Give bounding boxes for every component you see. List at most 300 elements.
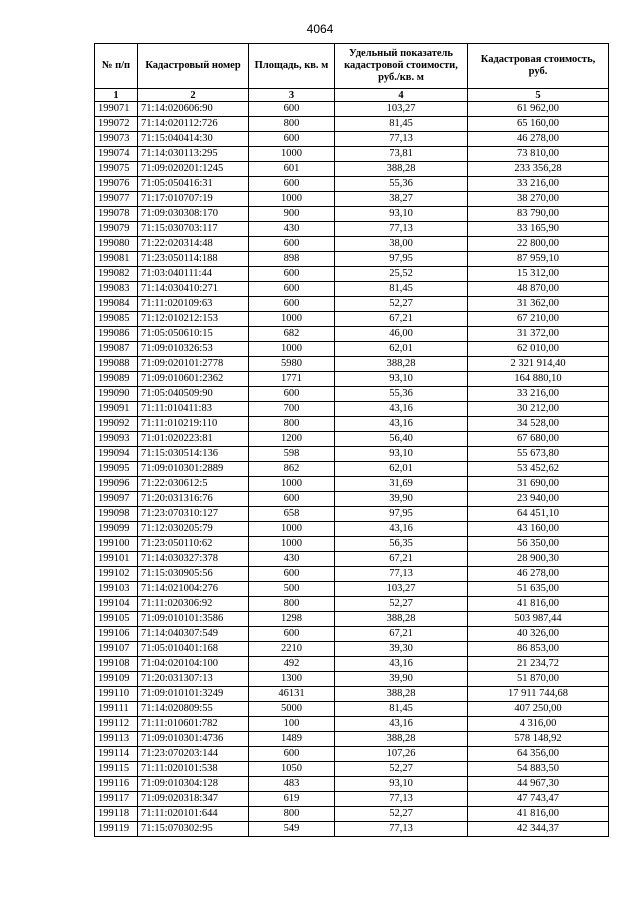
cadastral-number-cell: 71:09:010101:3249 — [138, 687, 249, 702]
unit-rate-cell: 62,01 — [335, 342, 468, 357]
row-index-cell: 199112 — [95, 717, 138, 732]
cadastral-number-cell: 71:04:020104:100 — [138, 657, 249, 672]
table-row — [95, 777, 609, 792]
cadastral-cost-cell: 62 010,00 — [468, 342, 609, 357]
area-cell: 600 — [249, 177, 335, 192]
table-row — [95, 552, 609, 567]
cadastral-cost-cell: 233 356,28 — [468, 162, 609, 177]
cadastral-number-cell: 71:22:020314:48 — [138, 237, 249, 252]
row-index-cell: 199085 — [95, 312, 138, 327]
cadastral-cost-cell: 73 810,00 — [468, 147, 609, 162]
table-row — [95, 792, 609, 807]
table-row — [95, 537, 609, 552]
row-index-cell: 199093 — [95, 432, 138, 447]
row-index-cell: 199117 — [95, 792, 138, 807]
area-cell: 5980 — [249, 357, 335, 372]
table-row — [95, 102, 609, 117]
area-cell: 600 — [249, 132, 335, 147]
cadastral-number-cell: 71:05:040509:90 — [138, 387, 249, 402]
area-cell: 898 — [249, 252, 335, 267]
table-row — [95, 642, 609, 657]
cadastral-cost-cell: 28 900,30 — [468, 552, 609, 567]
row-index-cell: 199090 — [95, 387, 138, 402]
row-index-cell: 199075 — [95, 162, 138, 177]
table-row — [95, 387, 609, 402]
unit-rate-cell: 43,16 — [335, 522, 468, 537]
table-row — [95, 252, 609, 267]
cadastral-cost-cell: 44 967,30 — [468, 777, 609, 792]
row-index-cell: 199114 — [95, 747, 138, 762]
table-row — [95, 507, 609, 522]
cadastral-number-cell: 71:09:010301:2889 — [138, 462, 249, 477]
cadastral-number-cell: 71:09:020101:2778 — [138, 357, 249, 372]
table-row — [95, 207, 609, 222]
cadastral-cost-cell: 65 160,00 — [468, 117, 609, 132]
table-row — [95, 747, 609, 762]
cadastral-cost-cell: 86 853,00 — [468, 642, 609, 657]
cadastral-number-cell: 71:14:020809:55 — [138, 702, 249, 717]
area-cell: 549 — [249, 822, 335, 837]
unit-rate-cell: 38,27 — [335, 192, 468, 207]
row-index-cell: 199087 — [95, 342, 138, 357]
cadastral-cost-cell: 33 216,00 — [468, 177, 609, 192]
cadastral-number-cell: 71:15:040414:30 — [138, 132, 249, 147]
row-index-cell: 199098 — [95, 507, 138, 522]
table-row — [95, 492, 609, 507]
cadastral-number-cell: 71:15:030703:117 — [138, 222, 249, 237]
cadastral-number-cell: 71:15:030514:136 — [138, 447, 249, 462]
cadastral-cost-cell: 46 278,00 — [468, 132, 609, 147]
unit-rate-cell: 81,45 — [335, 117, 468, 132]
cadastral-number-cell: 71:12:010212:153 — [138, 312, 249, 327]
unit-rate-cell: 38,00 — [335, 237, 468, 252]
area-cell: 1000 — [249, 342, 335, 357]
area-cell: 800 — [249, 597, 335, 612]
area-cell: 600 — [249, 237, 335, 252]
table-row — [95, 687, 609, 702]
cadastral-number-cell: 71:05:010401:168 — [138, 642, 249, 657]
area-cell: 1489 — [249, 732, 335, 747]
area-cell: 600 — [249, 567, 335, 582]
row-index-cell: 199088 — [95, 357, 138, 372]
table-row — [95, 117, 609, 132]
cadastral-number-cell: 71:01:020223:81 — [138, 432, 249, 447]
table-row — [95, 627, 609, 642]
row-index-cell: 199118 — [95, 807, 138, 822]
table-header-row — [95, 44, 609, 89]
area-cell: 862 — [249, 462, 335, 477]
unit-rate-cell: 55,36 — [335, 177, 468, 192]
unit-rate-cell: 55,36 — [335, 387, 468, 402]
unit-rate-cell: 388,28 — [335, 687, 468, 702]
cadastral-number-cell: 71:11:020109:63 — [138, 297, 249, 312]
area-cell: 598 — [249, 447, 335, 462]
row-index-cell: 199094 — [95, 447, 138, 462]
cadastral-cost-cell: 48 870,00 — [468, 282, 609, 297]
unit-rate-cell: 39,30 — [335, 642, 468, 657]
unit-rate-cell: 52,27 — [335, 597, 468, 612]
cadastral-cost-cell: 33 216,00 — [468, 387, 609, 402]
unit-rate-cell: 39,90 — [335, 672, 468, 687]
table-row — [95, 372, 609, 387]
cadastral-cost-cell: 15 312,00 — [468, 267, 609, 282]
cadastral-cost-cell: 46 278,00 — [468, 567, 609, 582]
table-row — [95, 132, 609, 147]
cadastral-cost-cell: 61 962,00 — [468, 102, 609, 117]
row-index-cell: 199092 — [95, 417, 138, 432]
row-index-cell: 199073 — [95, 132, 138, 147]
unit-rate-cell: 25,52 — [335, 267, 468, 282]
row-index-cell: 199116 — [95, 777, 138, 792]
area-cell: 600 — [249, 282, 335, 297]
area-cell: 500 — [249, 582, 335, 597]
area-cell: 800 — [249, 417, 335, 432]
cadastral-cost-cell: 64 356,00 — [468, 747, 609, 762]
page-number: 4064 — [306, 22, 334, 36]
unit-rate-cell: 52,27 — [335, 297, 468, 312]
unit-rate-cell: 43,16 — [335, 717, 468, 732]
table-row — [95, 477, 609, 492]
row-index-cell: 199091 — [95, 402, 138, 417]
cadastral-cost-cell: 40 326,00 — [468, 627, 609, 642]
area-cell: 658 — [249, 507, 335, 522]
area-cell: 601 — [249, 162, 335, 177]
cadastral-number-cell: 71:17:010707:19 — [138, 192, 249, 207]
row-index-cell: 199076 — [95, 177, 138, 192]
cadastral-number-cell: 71:12:030205:79 — [138, 522, 249, 537]
table-row — [95, 237, 609, 252]
table-row — [95, 267, 609, 282]
unit-rate-cell: 31,69 — [335, 477, 468, 492]
cadastral-cost-cell: 41 816,00 — [468, 807, 609, 822]
cadastral-cost-cell: 34 528,00 — [468, 417, 609, 432]
cadastral-cost-cell: 67 210,00 — [468, 312, 609, 327]
unit-rate-cell: 388,28 — [335, 162, 468, 177]
row-index-cell: 199080 — [95, 237, 138, 252]
unit-rate-cell: 77,13 — [335, 822, 468, 837]
cadastral-number-cell: 71:14:021004:276 — [138, 582, 249, 597]
area-cell: 600 — [249, 492, 335, 507]
cadastral-number-cell: 71:09:020201:1245 — [138, 162, 249, 177]
area-cell: 1771 — [249, 372, 335, 387]
column-number: 1 — [95, 89, 138, 102]
area-cell: 1000 — [249, 477, 335, 492]
cadastral-number-cell: 71:14:030410:271 — [138, 282, 249, 297]
cadastral-cost-cell: 30 212,00 — [468, 402, 609, 417]
cadastral-cost-cell: 67 680,00 — [468, 432, 609, 447]
row-index-cell: 199086 — [95, 327, 138, 342]
table-row — [95, 147, 609, 162]
row-index-cell: 199089 — [95, 372, 138, 387]
area-cell: 619 — [249, 792, 335, 807]
cadastral-cost-cell: 51 635,00 — [468, 582, 609, 597]
unit-rate-cell: 388,28 — [335, 612, 468, 627]
unit-rate-cell: 67,21 — [335, 627, 468, 642]
unit-rate-cell: 97,95 — [335, 507, 468, 522]
unit-rate-cell: 77,13 — [335, 132, 468, 147]
area-cell: 46131 — [249, 687, 335, 702]
cadastral-cost-cell: 51 870,00 — [468, 672, 609, 687]
unit-rate-cell: 93,10 — [335, 207, 468, 222]
cadastral-number-cell: 71:23:050110:62 — [138, 537, 249, 552]
cadastral-number-cell: 71:11:020101:538 — [138, 762, 249, 777]
cadastral-cost-cell: 47 743,47 — [468, 792, 609, 807]
unit-rate-cell: 39,90 — [335, 492, 468, 507]
row-index-cell: 199107 — [95, 642, 138, 657]
unit-rate-cell: 43,16 — [335, 402, 468, 417]
row-index-cell: 199101 — [95, 552, 138, 567]
table-row — [95, 702, 609, 717]
table-row — [95, 447, 609, 462]
cadastral-number-cell: 71:14:040307:549 — [138, 627, 249, 642]
table-body — [95, 102, 609, 837]
cadastral-cost-cell: 54 883,50 — [468, 762, 609, 777]
cadastral-cost-cell: 503 987,44 — [468, 612, 609, 627]
cadastral-number-cell: 71:05:050416:31 — [138, 177, 249, 192]
area-cell: 900 — [249, 207, 335, 222]
cadastral-number-cell: 71:03:040111:44 — [138, 267, 249, 282]
area-cell: 600 — [249, 102, 335, 117]
cadastral-number-cell: 71:14:030327:378 — [138, 552, 249, 567]
table-row — [95, 522, 609, 537]
area-cell: 600 — [249, 627, 335, 642]
unit-rate-cell: 93,10 — [335, 372, 468, 387]
cadastral-cost-cell: 578 148,92 — [468, 732, 609, 747]
row-index-cell: 199077 — [95, 192, 138, 207]
unit-rate-cell: 52,27 — [335, 762, 468, 777]
table-row — [95, 612, 609, 627]
area-cell: 600 — [249, 267, 335, 282]
area-cell: 492 — [249, 657, 335, 672]
table-row — [95, 432, 609, 447]
row-index-cell: 199096 — [95, 477, 138, 492]
cadastral-table — [94, 43, 609, 837]
area-cell: 430 — [249, 222, 335, 237]
unit-rate-cell: 103,27 — [335, 102, 468, 117]
header-cadastral-number: Кадастровый номер — [138, 44, 249, 89]
cadastral-cost-cell: 407 250,00 — [468, 702, 609, 717]
table-row — [95, 807, 609, 822]
table-row — [95, 462, 609, 477]
cadastral-number-cell: 71:15:070302:95 — [138, 822, 249, 837]
row-index-cell: 199084 — [95, 297, 138, 312]
cadastral-cost-cell: 23 940,00 — [468, 492, 609, 507]
area-cell: 1000 — [249, 537, 335, 552]
cadastral-cost-cell: 31 372,00 — [468, 327, 609, 342]
row-index-cell: 199072 — [95, 117, 138, 132]
area-cell: 1000 — [249, 522, 335, 537]
cadastral-cost-cell: 4 316,00 — [468, 717, 609, 732]
table-row — [95, 222, 609, 237]
cadastral-cost-cell: 164 880,10 — [468, 372, 609, 387]
cadastral-number-cell: 71:22:030612:5 — [138, 477, 249, 492]
table-row — [95, 342, 609, 357]
area-cell: 483 — [249, 777, 335, 792]
cadastral-number-cell: 71:15:030905:56 — [138, 567, 249, 582]
area-cell: 1000 — [249, 312, 335, 327]
row-index-cell: 199083 — [95, 282, 138, 297]
cadastral-number-cell: 71:14:020606:90 — [138, 102, 249, 117]
row-index-cell: 199102 — [95, 567, 138, 582]
unit-rate-cell: 73,81 — [335, 147, 468, 162]
row-index-cell: 199079 — [95, 222, 138, 237]
table-row — [95, 672, 609, 687]
area-cell: 682 — [249, 327, 335, 342]
header-unit-rate: Удельный показатель кадастровой стоимости, руб./кв. м — [335, 44, 468, 89]
row-index-cell: 199074 — [95, 147, 138, 162]
cadastral-cost-cell: 31 690,00 — [468, 477, 609, 492]
area-cell: 1000 — [249, 192, 335, 207]
unit-rate-cell: 81,45 — [335, 282, 468, 297]
cadastral-cost-cell: 83 790,00 — [468, 207, 609, 222]
area-cell: 1000 — [249, 147, 335, 162]
row-index-cell: 199095 — [95, 462, 138, 477]
unit-rate-cell: 46,00 — [335, 327, 468, 342]
cadastral-cost-cell: 33 165,90 — [468, 222, 609, 237]
cadastral-cost-cell: 56 350,00 — [468, 537, 609, 552]
cadastral-cost-cell: 43 160,00 — [468, 522, 609, 537]
cadastral-cost-cell: 31 362,00 — [468, 297, 609, 312]
area-cell: 1298 — [249, 612, 335, 627]
area-cell: 600 — [249, 747, 335, 762]
column-number: 3 — [249, 89, 335, 102]
area-cell: 600 — [249, 297, 335, 312]
area-cell: 430 — [249, 552, 335, 567]
table-row — [95, 282, 609, 297]
table-row — [95, 732, 609, 747]
row-index-cell: 199111 — [95, 702, 138, 717]
table-row — [95, 582, 609, 597]
row-index-cell: 199103 — [95, 582, 138, 597]
unit-rate-cell: 52,27 — [335, 807, 468, 822]
unit-rate-cell: 56,40 — [335, 432, 468, 447]
area-cell: 800 — [249, 117, 335, 132]
table-row — [95, 822, 609, 837]
unit-rate-cell: 107,26 — [335, 747, 468, 762]
cadastral-number-cell: 71:14:030113:295 — [138, 147, 249, 162]
table-row — [95, 417, 609, 432]
unit-rate-cell: 93,10 — [335, 447, 468, 462]
header-cadastral-cost: Кадастровая стоимость, руб. — [468, 44, 609, 89]
row-index-cell: 199105 — [95, 612, 138, 627]
column-number-row — [95, 89, 609, 102]
cadastral-number-cell: 71:23:050114:188 — [138, 252, 249, 267]
row-index-cell: 199108 — [95, 657, 138, 672]
area-cell: 100 — [249, 717, 335, 732]
unit-rate-cell: 388,28 — [335, 732, 468, 747]
area-cell: 600 — [249, 387, 335, 402]
unit-rate-cell: 43,16 — [335, 417, 468, 432]
area-cell: 1200 — [249, 432, 335, 447]
unit-rate-cell: 62,01 — [335, 462, 468, 477]
table-row — [95, 657, 609, 672]
cadastral-number-cell: 71:09:010601:2362 — [138, 372, 249, 387]
unit-rate-cell: 77,13 — [335, 222, 468, 237]
row-index-cell: 199110 — [95, 687, 138, 702]
row-index-cell: 199119 — [95, 822, 138, 837]
area-cell: 700 — [249, 402, 335, 417]
unit-rate-cell: 56,35 — [335, 537, 468, 552]
unit-rate-cell: 93,10 — [335, 777, 468, 792]
cadastral-number-cell: 71:11:020101:644 — [138, 807, 249, 822]
unit-rate-cell: 77,13 — [335, 792, 468, 807]
unit-rate-cell: 388,28 — [335, 357, 468, 372]
row-index-cell: 199109 — [95, 672, 138, 687]
header-index: № п/п — [95, 44, 138, 89]
unit-rate-cell: 43,16 — [335, 657, 468, 672]
row-index-cell: 199106 — [95, 627, 138, 642]
row-index-cell: 199097 — [95, 492, 138, 507]
column-number: 5 — [468, 89, 609, 102]
cadastral-cost-cell: 87 959,10 — [468, 252, 609, 267]
cadastral-number-cell: 71:23:070310:127 — [138, 507, 249, 522]
cadastral-number-cell: 71:11:010411:83 — [138, 402, 249, 417]
row-index-cell: 199104 — [95, 597, 138, 612]
cadastral-cost-cell: 42 344,37 — [468, 822, 609, 837]
area-cell: 800 — [249, 807, 335, 822]
table-row — [95, 597, 609, 612]
cadastral-cost-cell: 2 321 914,40 — [468, 357, 609, 372]
cadastral-cost-cell: 41 816,00 — [468, 597, 609, 612]
cadastral-number-cell: 71:11:010601:782 — [138, 717, 249, 732]
unit-rate-cell: 81,45 — [335, 702, 468, 717]
cadastral-cost-cell: 55 673,80 — [468, 447, 609, 462]
unit-rate-cell: 67,21 — [335, 312, 468, 327]
table-row — [95, 312, 609, 327]
area-cell: 2210 — [249, 642, 335, 657]
row-index-cell: 199071 — [95, 102, 138, 117]
cadastral-number-cell: 71:20:031316:76 — [138, 492, 249, 507]
row-index-cell: 199082 — [95, 267, 138, 282]
row-index-cell: 199100 — [95, 537, 138, 552]
cadastral-cost-cell: 22 800,00 — [468, 237, 609, 252]
cadastral-number-cell: 71:14:020112:726 — [138, 117, 249, 132]
cadastral-number-cell: 71:09:010326:53 — [138, 342, 249, 357]
unit-rate-cell: 97,95 — [335, 252, 468, 267]
area-cell: 5000 — [249, 702, 335, 717]
row-index-cell: 199081 — [95, 252, 138, 267]
row-index-cell: 199099 — [95, 522, 138, 537]
header-area: Площадь, кв. м — [249, 44, 335, 89]
cadastral-number-cell: 71:09:020318:347 — [138, 792, 249, 807]
table-row — [95, 717, 609, 732]
cadastral-number-cell: 71:05:050610:15 — [138, 327, 249, 342]
cadastral-number-cell: 71:11:020306:92 — [138, 597, 249, 612]
cadastral-number-cell: 71:09:010101:3586 — [138, 612, 249, 627]
table-row — [95, 567, 609, 582]
area-cell: 1300 — [249, 672, 335, 687]
row-index-cell: 199115 — [95, 762, 138, 777]
table-row — [95, 177, 609, 192]
cadastral-cost-cell: 21 234,72 — [468, 657, 609, 672]
unit-rate-cell: 77,13 — [335, 567, 468, 582]
table-row — [95, 357, 609, 372]
table-row — [95, 327, 609, 342]
column-number: 2 — [138, 89, 249, 102]
table-row — [95, 192, 609, 207]
table-row — [95, 297, 609, 312]
table-row — [95, 162, 609, 177]
cadastral-number-cell: 71:09:010301:4736 — [138, 732, 249, 747]
cadastral-cost-cell: 64 451,10 — [468, 507, 609, 522]
row-index-cell: 199113 — [95, 732, 138, 747]
cadastral-number-cell: 71:09:030308:170 — [138, 207, 249, 222]
cadastral-number-cell: 71:20:031307:13 — [138, 672, 249, 687]
cadastral-cost-cell: 53 452,62 — [468, 462, 609, 477]
cadastral-cost-cell: 17 911 744,68 — [468, 687, 609, 702]
table-row — [95, 402, 609, 417]
area-cell: 1050 — [249, 762, 335, 777]
